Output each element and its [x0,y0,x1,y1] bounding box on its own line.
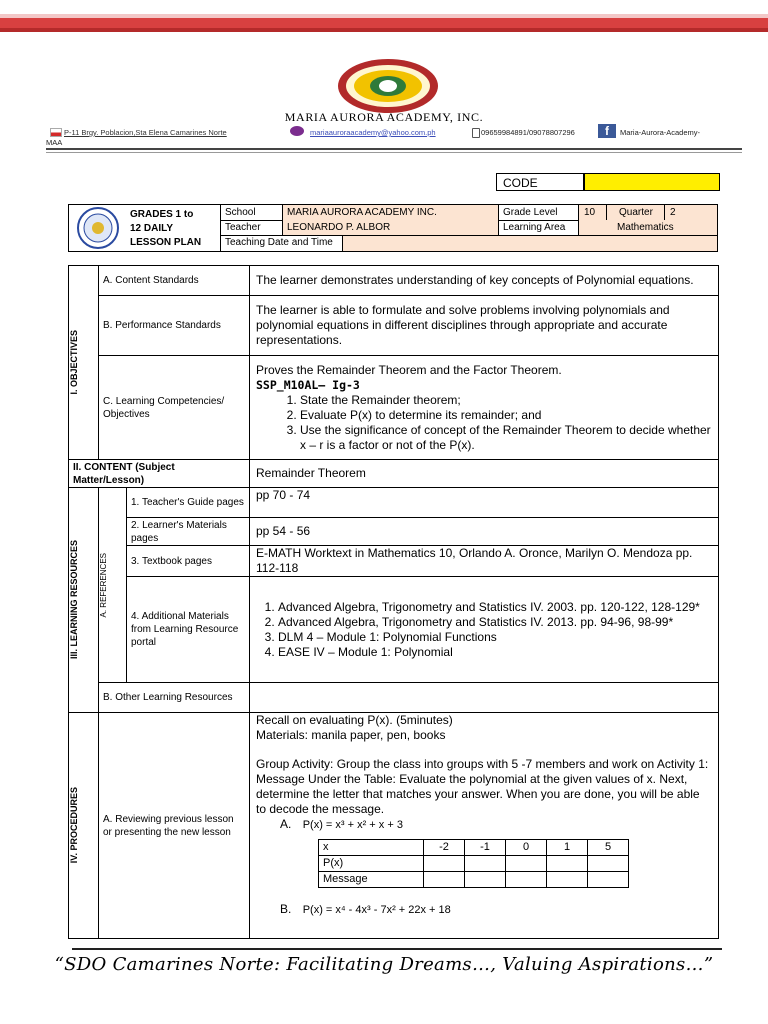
facebook-page[interactable]: Maria-Aurora-Academy- [620,128,701,137]
list-item: 2. Advanced Algebra, Trigonometry and Statistics IV. 2013. pp. 94-96, 98-99* [278,615,712,630]
list-item: 3. DLM 4 – Module 1: Polynomial Functions [278,630,712,645]
list-item: 4. EASE IV – Module 1: Polynomial [278,645,712,660]
deped-seal-icon [70,206,126,250]
flag-icon [50,128,62,137]
teacher-label: Teacher [225,222,261,233]
code-label: CODE [496,173,584,191]
table-row: P(x) [319,856,629,872]
performance-standards-label: B. Performance Standards [99,296,250,356]
table-row: Message [319,872,629,888]
references-cell: A. REFERENCES [99,488,127,683]
learning-competencies-cell [250,356,719,460]
footer-divider [72,948,722,950]
learning-area-label: Learning Area [503,222,566,233]
additional-materials-list [256,600,712,660]
learning-area-value: Mathematics [617,222,674,233]
grade-level-value: 10 [584,207,596,218]
list-item: 1. Advanced Algebra, Trigonometry and Statistics IV. 2003. pp. 120-122, 128-129* [278,600,712,615]
procedures-section-cell: IV. PROCEDURES [69,713,99,939]
table-row: x -2 -1 0 1 5 [319,840,629,856]
performance-standards-text: The learner is able to formulate and solve problems involving polynomials and polynomial equations in different disciplines through appropriate and accurate representations. [250,296,719,356]
competency-list [256,393,712,453]
resources-section-cell: III. LEARNING RESOURCES [69,488,99,713]
competency-code: SSP_M10AL– Ig-3 [256,377,360,392]
facebook-page-cont: MAA [46,138,63,147]
header-divider [46,148,742,150]
learners-materials-label: 2. Learner's Materials pages [127,518,250,546]
header-divider-thin [46,152,742,153]
grade-level-label: Grade Level [503,207,558,218]
textbook-label: 3. Textbook pages [127,546,250,577]
code-field[interactable] [584,173,720,191]
address-text: P-11 Brgy. Poblacion,Sta Elena Camarines Norte [64,128,227,137]
reviewing-lesson-label: A. Reviewing previous lesson or presenting the new lesson [99,713,250,939]
additional-materials-label: 4. Additional Materials from Learning Resource portal [127,577,250,683]
textbook-value: E-MATH Worktext in Mathematics 10, Orlando A. Oronce, Marilyn O. Mendoza pp. 112-118 [250,546,719,577]
school-value: MARIA AURORA ACADEMY INC. [287,207,437,218]
list-item: 3. Use the significance of concept of the Remainder Theorem to decide whether x – r is a factor or not of the P(x). [300,423,712,453]
other-resources-label: B. Other Learning Resources [99,683,250,713]
objectives-section-cell: I. OBJECTIVES [69,266,99,460]
content-value: Remainder Theorem [250,460,719,488]
content-standards-label: A. Content Standards [99,266,250,296]
competency-intro: Proves the Remainder Theorem and the Factor Theorem. [256,362,562,377]
learning-competencies-label: C. Learning Competencies/ Objectives [99,356,250,460]
teachers-guide-value: pp 70 - 74 [250,488,719,518]
school-label: School [225,207,256,218]
top-banner-stripe [0,0,768,40]
lesson-plan-table [68,265,719,939]
group-activity-text: Group Activity: Group the class into groups with 5 -7 members and work on Activity 1: Message Under the Table: Evaluate the polynomial at the given values of x. Next, determine the letter that matches your answer. When you are done, you will be able to decode the message. [256,757,709,816]
content-label: II. CONTENT (Subject Matter/Lesson) [69,460,250,488]
facebook-icon: f [598,124,616,138]
lesson-plan-title: GRADES 1 to 12 DAILY LESSON PLAN [130,209,202,248]
phone-numbers: 09659984891/09078807296 [481,128,575,137]
message-table [318,839,629,888]
phone-icon [472,128,480,138]
footer-motto: “SDO Camarines Norte: Facilitating Dreams…, Valuing Aspirations…” [54,954,714,975]
institution-name: MARIA AURORA ACADEMY, INC. [284,110,484,124]
yahoo-icon [290,126,304,136]
reviewing-lesson-cell [250,713,719,939]
polynomial-a: A. P(x) = x³ + x² + x + 3 [280,817,403,831]
learners-materials-value: pp 54 - 56 [250,518,719,546]
teaching-date-label: Teaching Date and Time [225,237,333,248]
teacher-value: LEONARDO P. ALBOR [287,222,391,233]
teachers-guide-label: 1. Teacher's Guide pages [127,488,250,518]
polynomial-b: B. P(x) = x⁴ - 4x³ - 7x² + 22x + 18 [280,902,451,916]
other-resources-value [250,683,719,713]
quarter-value: 2 [670,207,676,218]
materials-text: Materials: manila paper, pen, books [256,728,446,742]
additional-materials-cell [250,577,719,683]
content-standards-text: The learner demonstrates understanding of key concepts of Polynomial equations. [250,266,719,296]
email-link[interactable]: mariaauroraacademy@yahoo.com.ph [310,128,436,137]
list-item: 2. Evaluate P(x) to determine its remainder; and [300,408,712,423]
school-seal-logo [336,58,440,114]
list-item: 1. State the Remainder theorem; [300,393,712,408]
recall-text: Recall on evaluating P(x). (5minutes) [256,713,453,727]
quarter-label: Quarter [619,207,653,218]
